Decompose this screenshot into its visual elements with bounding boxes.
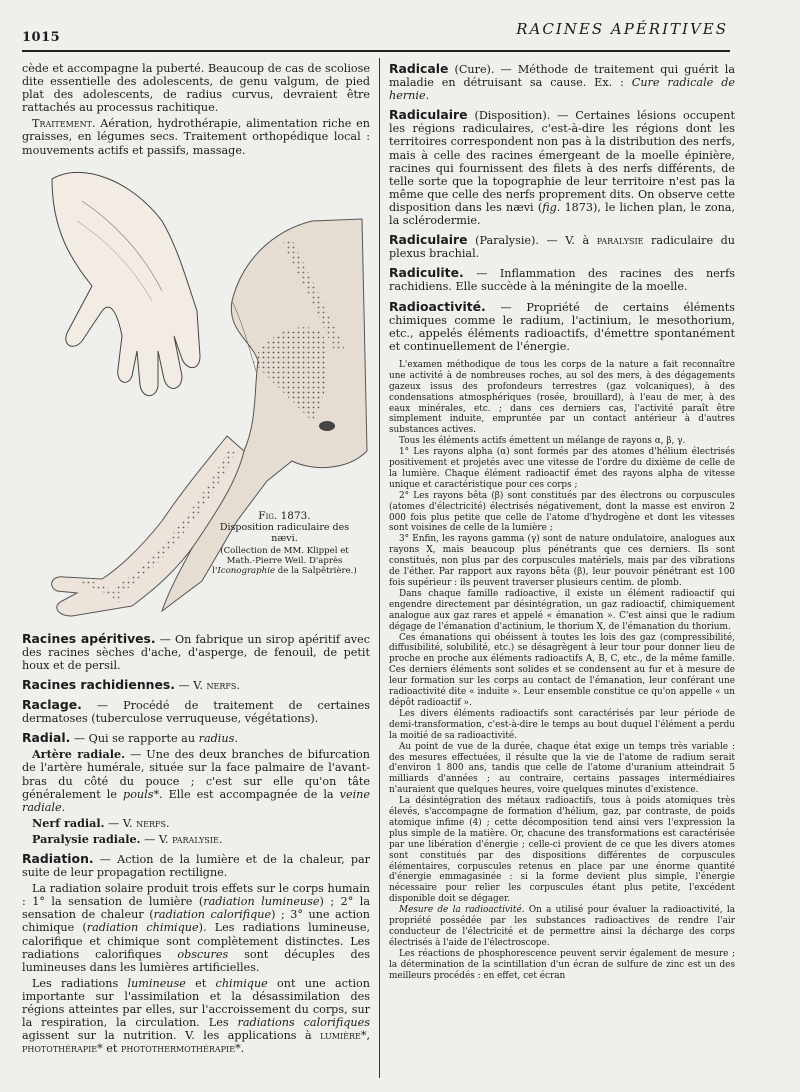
radial-c: . bbox=[234, 732, 238, 746]
radio-para-1: L'examen méthodique de tous les corps de la nature a fait reconnaître une activité à de nombreuses roches, au sol des mers, à des dégagements gazeux issus des profondeurs terrestres (gaz volcaniques), à des condensations atmosphériques (rosée, brouillard), à l'eau de mer, à des eaux minérales, etc. ; dans ces derniers cas, l'activité paraît être simplement induite, empruntée par un contact antérieur à d'autres substances actives. bbox=[389, 359, 735, 436]
rad-p2-a: La radiation solaire produit trois effets sur le corps humain : 1° la sensation de lumière ( bbox=[22, 882, 370, 909]
headword-radial: Radial. bbox=[22, 730, 71, 746]
radio-para-11 bbox=[389, 905, 735, 949]
entry-radiculaire-paralysie bbox=[389, 233, 735, 260]
treatment-label: Traitement. bbox=[32, 117, 96, 131]
header-rule bbox=[22, 50, 730, 52]
left-column bbox=[22, 62, 370, 1084]
definition-radiculite: — Inflammation des racines des nerfs rachidiens. Elle succède à la méningite de la moelle. bbox=[389, 267, 735, 294]
figure-credit-1: (Collection de MM. Klippel et Math.-Pierre Weil. bbox=[220, 545, 349, 566]
headword-raclage: Raclage. bbox=[22, 697, 82, 713]
par-b: paralysie bbox=[172, 832, 219, 846]
nerf-a: — V. bbox=[104, 816, 137, 830]
rad-p3-e: ont une action importante sur l'assimilation et la désassimilation des régions atteintes par elles, sur l'accroissement du corps, sur la respiration, la circulation. Les bbox=[22, 976, 370, 1030]
entry-radiculaire-disposition bbox=[389, 108, 735, 227]
entry-nerf-radial bbox=[22, 817, 370, 830]
definition-radiation: — Action de la lumière et de la chaleur, par suite de leur propagation rectiligne. bbox=[22, 852, 370, 880]
entry-radiation bbox=[22, 852, 370, 879]
rad-p2-b: radiation lumineuse bbox=[203, 895, 320, 909]
rad-p3-a: Les radiations bbox=[32, 976, 128, 990]
rad-p3-l: photothermothérapie bbox=[120, 1042, 236, 1056]
mesure-text: On a utilisé pour évaluer la radioactivité, la propriété possédée par les substances radioactives de rendre l'air conducteur de l'électricité et de permettre ainsi la décharge des corps électrisés à l'aide de l'électroscope. bbox=[389, 905, 735, 948]
radial-a: — Qui se rapporte au bbox=[70, 732, 199, 746]
artere-a: — Une des deux branches de bifurcation de l'artère humérale, située sur la face palmaire de l'avant-bras du côté du pouce ; c'est sur elle qu'on tâte généralement le bbox=[22, 748, 370, 801]
treatment-text: Aération, hydrothérapie, alimentation riche en graisses, en légumes secs. Traitement orthopédique local : mouvements actifs et passifs, massage. bbox=[22, 117, 370, 157]
treatment-paragraph bbox=[22, 117, 370, 156]
rad-p3-k: * et bbox=[97, 1042, 121, 1056]
headword-racines-rachidiennes: Racines rachidiennes. bbox=[22, 676, 175, 692]
radio-para-8: Les divers éléments radioactifs sont caractérisés par leur période de demi-transformation, c'est-à-dire le temps au bout duquel l'élément a perdu la moitié de sa radioactivité. bbox=[389, 708, 735, 741]
radic-disp-a: (Disposition). — Certaines lésions occupent les régions radiculaires, c'est-à-dire les régions dont les territoires correspondent non pas à la distribution des nerfs, mais à celle des racines émergeant de la moelle épinière, racines qui fournissent des filets à des nerfs différents, de telle sorte que la topographie de leur territoire n'est pas la même que celle des nerfs proprement dits. On observe cette disposition dans les nævi ( bbox=[389, 109, 735, 214]
rad-p3-d: chimique bbox=[215, 976, 268, 990]
rad-p3-i: *, bbox=[360, 1029, 370, 1043]
radio-para-9: Au point de vue de la durée, chaque état exige un temps très variable : des mesures effectuées, il résulte que la vie de l'atome de radium serait d'environ 1 800 ans, tandis que celle de l'atome d'uranium atteindrait 5 milliards d'années ; au contraire, certains passages intermédiaires n'auraient que quelques heures, voire quelques minutes d'existence. bbox=[389, 741, 735, 796]
rad-p3-b: lumineuse bbox=[127, 976, 186, 990]
rad-p3-j: photothérapie bbox=[22, 1042, 98, 1056]
rad-p2-e: ) ; 3° une action chimique ( bbox=[22, 908, 370, 935]
page-number: 1015 bbox=[22, 30, 61, 45]
radicale-c: . bbox=[425, 89, 430, 103]
radio-para-7: Ces émanations qui obéissent à toutes les lois des gaz (compressibilité, diffusibilité, solubilité, etc.) se désagrègent à leur tour pour donner lieu de proche en proche aux éléments radioactifs A, B, C, etc., de la même famille. Ces derniers éléments sont solides et se condensent au fur et à mesure de leur formation sur les corps au contact de l'émanation, leur conférant une radioactivité dite « induite ». Leur ensemble constitue ce qu'on appelle « un dépôt radioactif ». bbox=[389, 632, 735, 708]
rad-p2-h: obscures bbox=[177, 947, 229, 961]
artere-e: . bbox=[61, 800, 66, 814]
radio-para-5: 3° Enfin, les rayons gamma (γ) sont de nature ondulatoire, analogues aux rayons X, mais beaucoup plus pénétrants que ces derniers. Ils sont constitués, non plus par des corpuscules matériels, mais par des vibrations de l'éther. Par rapport aux rayons bêta (β), leur pouvoir pénétrant est 100 fois supérieur : ils peuvent traverser plusieurs centim. de plomb. bbox=[389, 534, 735, 588]
nerf-c: . bbox=[166, 816, 170, 830]
rad-p3-m: *. bbox=[235, 1042, 245, 1056]
rad-p2-i: sont décuples des lumineuses dans les lumières artificielles. bbox=[22, 947, 370, 974]
entry-radicale bbox=[389, 62, 735, 102]
rad-p2-c: ) ; 2° la sensation de chaleur ( bbox=[22, 895, 370, 922]
artere-b: pouls bbox=[123, 787, 154, 801]
artere-d: veine radiale bbox=[22, 787, 370, 814]
rad-p3-g: agissent sur la nutrition. V. les applications à bbox=[22, 1029, 321, 1043]
running-title: RACINES APÉRITIVES bbox=[516, 20, 728, 38]
headword-radiculaire-disposition: Radiculaire bbox=[389, 107, 468, 123]
radicale-a: (Cure). — Méthode de traitement qui guérit la maladie en détruisant sa cause. Ex. : bbox=[389, 63, 735, 90]
radio-para-6: Dans chaque famille radioactive, il existe un élément radioactif qui engendre directement par désintégration, un gaz radioactif, chimiquement analogue aux gaz rares et appelé « émanation ». C'est ainsi que le radium dégage de l'émanation d'actinium, le thorium X, de l'émanation du thorium. bbox=[389, 588, 735, 632]
column-divider bbox=[379, 58, 380, 1078]
figure-credit bbox=[212, 546, 357, 576]
radio-para-4: 2° Les rayons bêta (β) sont constitués par des électrons ou corpuscules (atomes d'électricité) électrisés négativement, dont la masse est environ 2 000 fois plus petite que celle de l'atome d'hydrogène et dont les vitesses sont voisines de celle de la lumière ; bbox=[389, 490, 735, 534]
headword-radiation: Radiation. bbox=[22, 850, 94, 866]
figure-title: Disposition radiculaire des nævi. bbox=[219, 521, 350, 544]
headword-radioactivite: Radioactivité. bbox=[389, 298, 486, 314]
radic-par-a: (Paralysie). — V. à bbox=[467, 234, 597, 248]
par-c: . bbox=[218, 832, 223, 846]
radicale-b: Cure radicale de hernie bbox=[389, 76, 735, 103]
rad-p3-h: lumière bbox=[320, 1029, 361, 1043]
radio-para-10: La désintégration des métaux radioactifs, tous à poids atomiques très élevés, s'accompagne de formation d'hélium, gaz, par contraste, de poids atomique infime (4) ; cette décomposition tend ainsi vers l'expression la plus simple de la matière. Or, chacune des transformations est caractérisée par une libération d'énergie ; celle-ci provient de ce que les divers atomes sont constitués par des dispositions différentes de corpuscules élémentaires, corpuscules retenus en place par une énorme quantité d'énergie emmagasinée : si la forme devient plus simple, l'énergie nécessaire pour relier les corpuscules étant plus petite, l'excédent disponible doit se dégager. bbox=[389, 796, 735, 905]
radic-disp-c: 1873), le lichen plan, le zona, la sclérodermie. bbox=[389, 200, 735, 228]
radial-b: radius bbox=[198, 732, 235, 746]
entry-radioactivite bbox=[389, 300, 735, 353]
figure-number: Fig. 1873. bbox=[258, 509, 311, 522]
headword-radiculaire-paralysie: Radiculaire bbox=[389, 232, 468, 248]
par-a: — V. bbox=[140, 832, 173, 846]
entry-raclage bbox=[22, 698, 370, 725]
entry-radiculite bbox=[389, 266, 735, 293]
nerf-b: nerfs bbox=[136, 816, 167, 830]
subheadword-nerf-radial: Nerf radial. bbox=[32, 815, 105, 830]
figure-caption bbox=[212, 511, 357, 576]
subheadword-artere-radiale: Artère radiale. bbox=[32, 747, 125, 762]
figure-credit-2b: Iconographie bbox=[217, 565, 276, 576]
figure-1873 bbox=[22, 161, 370, 626]
rad-p2-f: radiation chimique bbox=[86, 921, 199, 935]
radio-para-3: 1° Les rayons alpha (α) sont formés par des atomes d'hélium électrisés positivement et projetés avec une vitesse de l'ordre du dixième de celle de la lumière. Chaque élément radioactif émet des rayons alpha de vitesse unique et caractéristique pour ces corps ; bbox=[389, 447, 735, 490]
radic-disp-b: fig. bbox=[542, 200, 561, 214]
subheadword-paralysie-radiale: Paralysie radiale. bbox=[32, 831, 141, 846]
rad-p2-g: ). Les radiations lumineuse, calorifique et chimique sont complètement distinctes. Les radiations calorifiques bbox=[22, 921, 370, 961]
figure-credit-2a: D'après l' bbox=[212, 555, 343, 576]
entry-racines-rachidiennes bbox=[22, 678, 370, 692]
entry-radial bbox=[22, 731, 370, 745]
radio-para-12: Les réactions de phosphorescence peuvent servir également de mesure ; la détermination de la scintillation d'un écran de sulfure de zinc est un des meilleurs procédés : en effet, cet écran bbox=[389, 948, 735, 981]
headword-radicale: Radicale bbox=[389, 62, 449, 76]
rad-p2-d: radiation calorifique bbox=[153, 908, 272, 922]
entry-artere-radiale bbox=[22, 748, 370, 813]
definition-racines-aperitives: — On fabrique un sirop apéritif avec des racines sèches d'ache, d'asperge, de fenouil, de petit houx et de persil. bbox=[22, 632, 370, 672]
headword-racines-aperitives: Racines apéritives. bbox=[22, 630, 156, 646]
rad-p3-c: et bbox=[185, 976, 216, 990]
artere-c: *. Elle est accompagnée de la bbox=[153, 787, 340, 801]
mesure-label: Mesure de la radioactivité. bbox=[399, 905, 525, 916]
hand-drawing bbox=[52, 172, 200, 395]
ref-a: — V. bbox=[174, 678, 207, 692]
radic-par-b: paralysie bbox=[596, 234, 644, 248]
entry-paralysie-radiale bbox=[22, 833, 370, 846]
ref-c: . bbox=[236, 678, 240, 692]
figure-credit-2c: de la Salpêtrière.) bbox=[275, 565, 357, 576]
radiation-paragraph-3 bbox=[22, 977, 370, 1056]
radiation-paragraph-2 bbox=[22, 882, 370, 974]
radio-para-2: Tous les éléments actifs émettent un mélange de rayons α, β, γ. bbox=[399, 436, 686, 447]
entry-racines-aperitives bbox=[22, 632, 370, 672]
right-column bbox=[389, 62, 735, 1084]
intro-paragraph: cède et accompagne la puberté. Beaucoup de cas de scoliose dite essentielle des adolescents, de genu valgum, de pied plat des adolescents, de radius curvus, devraient être rattachés au processus rachitique. bbox=[22, 62, 370, 115]
headword-radiculite: Radiculite. bbox=[389, 265, 464, 281]
definition-radioactivite: — Propriété de certains éléments chimiques comme le radium, l'actinium, le mesothorium, etc., appelés éléments radioactifs, d'émettre spontanément et continuellement de l'énergie. bbox=[389, 300, 735, 353]
rad-p3-f: radiations calorifiques bbox=[237, 1016, 370, 1030]
radic-par-c: radiculaire du plexus brachial. bbox=[389, 234, 735, 261]
definition-raclage: — Procédé de traitement de certaines dermatoses (tuberculose verruqueuse, végétations). bbox=[22, 699, 370, 726]
ref-nerfs: nerfs bbox=[206, 678, 237, 692]
